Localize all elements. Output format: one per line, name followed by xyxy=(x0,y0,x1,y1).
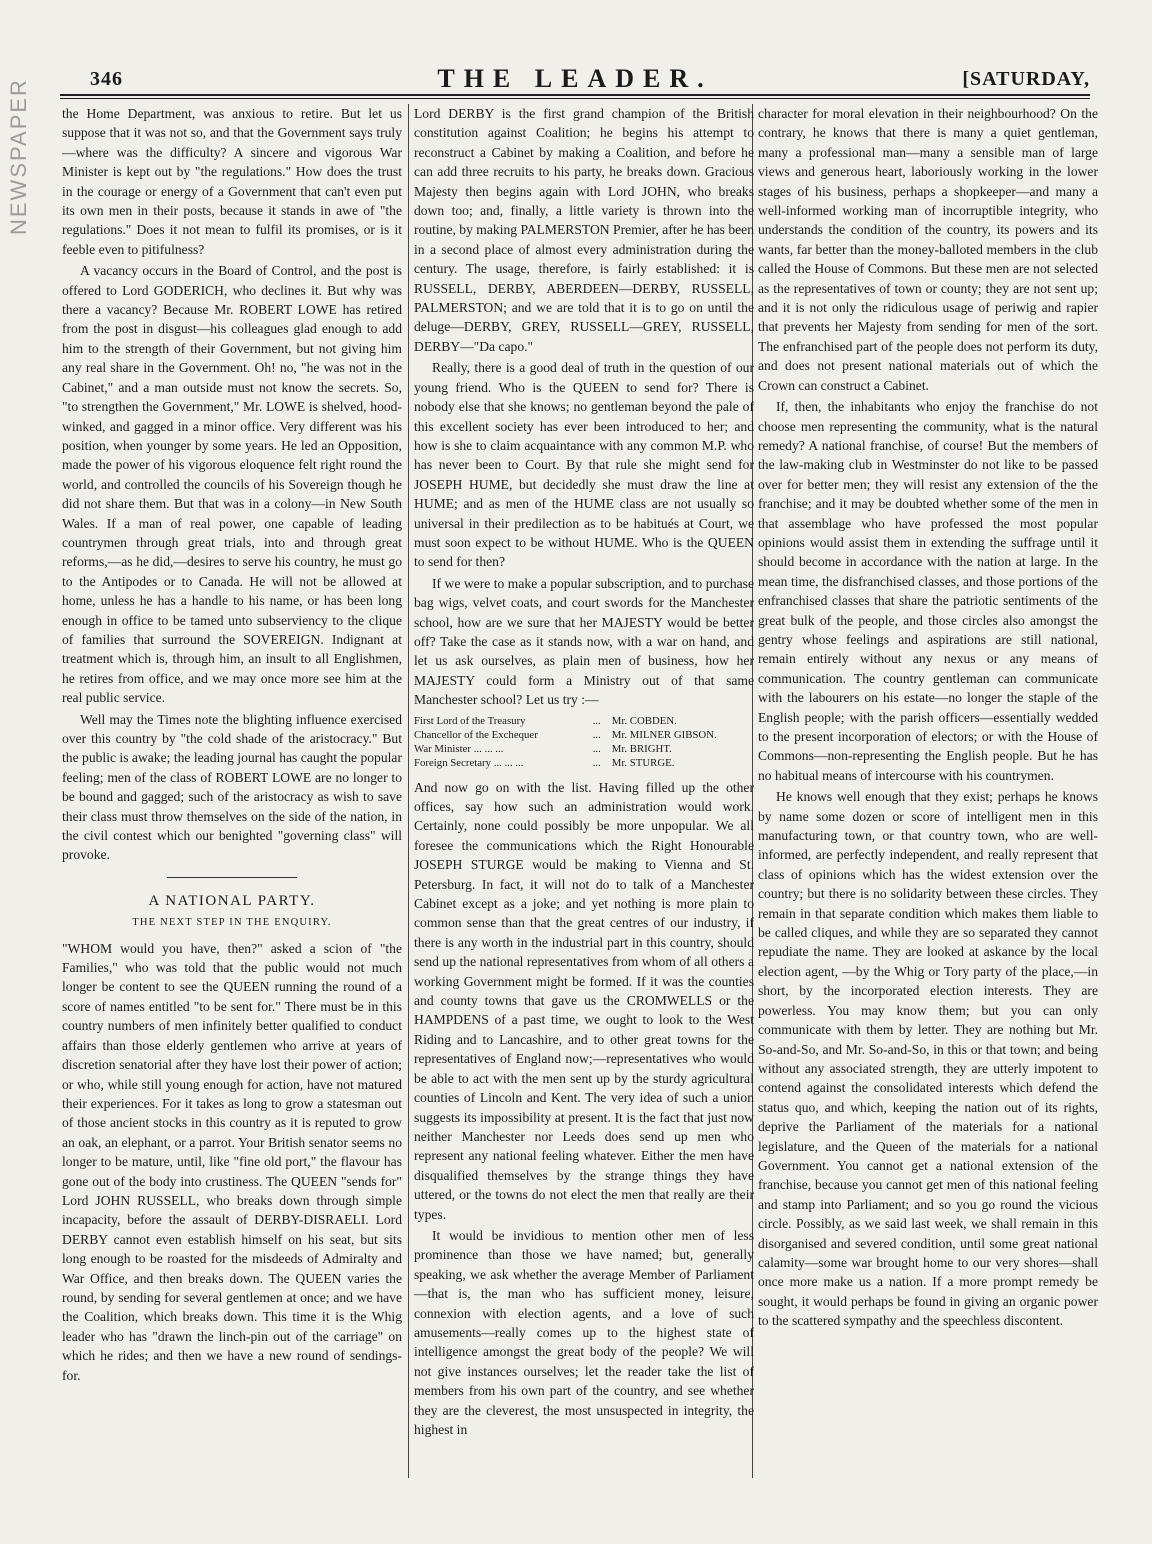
paragraph: Well may the Times note the blighting influence exercised over this country by "the cold shade of the aristocracy." But the public is awake; the leading journal has caught the popular feeling; men of the class of ROBERT LOWE are no longer to be bound and gagged; such of the aristocracy as wish to save their class must throw themselves on the side of the nation, in the civil contest which our benighted "governing class" will provoke. xyxy=(62,711,402,863)
masthead xyxy=(60,62,1090,96)
cabinet-office: First Lord of the Treasury xyxy=(414,714,526,727)
page-number: 346 xyxy=(90,68,123,90)
cabinet-member: Mr. MILNER GIBSON. xyxy=(611,728,717,741)
paragraph: the Home Department, was anxious to retire. But let us suppose that it was not so, and that the Government says truly—where was the difficulty? A sincere and vigorous War Minister is kept out by "the regulations." How does the trust in the courage or energy of a Government that can't even put its own men in their posts, because it stands in awe of "the regulations." Does it not mean to fulfil its promises, or is it feeble even to pitifulness? xyxy=(62,106,402,257)
column-1 xyxy=(62,104,402,1482)
column-divider xyxy=(408,104,409,1478)
paragraph: "WHOM would you have, then?" asked a scion of "the Families," who was told that the public would not much longer be content to see the QUEEN running the round of a score of names entitled "to be sent for." There must be in this country numbers of men infinitely better qualified to conduct affairs than those elderly gentlemen who arrive at years of discretion senatorial after they have lost their power of action; or who, while still young enough for action, have not matured their experiences. For it takes as long to grow a statesman out of those ancient stocks in this country as it is reputed to grow an oak, an elephant, or a parrot. Your British senator seems no longer to be mature, until, like "fine old port," the flavour has gone out of the body into crustiness. The QUEEN "sends for" Lord JOHN RUSSELL, who breaks down through simple incapacity, before the assault of DERBY-DISRAELI. Lord DERBY cannot even establish himself on his seat, but sits long enough to be roasted for the misdeeds of Admiralty and War Office, and then breaks down. The QUEEN varies the round, by sending for several gentlemen at once; and we have the Coalition, which breaks down. This time it is the Whig leader who has "drawn the linch-pin out of the carriage" on which he rides; and then we have a new round of sendings-for. xyxy=(62,940,402,1383)
cabinet-office: Foreign Secretary ... ... ... xyxy=(414,756,524,769)
cabinet-member: Mr. BRIGHT. xyxy=(611,742,672,755)
issue-day: [SATURDAY, xyxy=(962,68,1090,90)
cabinet-list xyxy=(414,714,754,770)
column-2 xyxy=(414,104,754,1482)
newspaper-stamp: NEWSPAPER xyxy=(6,78,31,236)
article-subheading: THE NEXT STEP IN THE ENQUIRY. xyxy=(132,917,332,929)
paragraph: character for moral elevation in their neighbourhood? On the contrary, he knows that there is many a quiet gentleman, many a professional man—many a sensible man of large views and generous heart, laboriously working in the lower stages of his business, perhaps a shopkeeper—and many a well-informed working man of incorruptible integrity, who understands the condition of the country, its powers and its wants, far better than the money-balloted members in the club called the House of Commons. But these men are not selected as the representatives of town or county; they are not sent up; and it is not only the ridiculous usage of periwig and rapier that prevents her Majesty from sending for men of the sort. The enfranchised part of the people does not perform its duty, and does not present national materials out of which the Crown can construct a Cabinet. xyxy=(758,106,1098,393)
paragraph: He knows well enough that they exist; perhaps he knows by name some dozen or score of intelligent men in this manufacturing town, or that country town, who are well-informed, are perfectly independent, and really represent that class of opinions which has the widest extension over the country; but there is no solidarity between these circles. They remain in that separate condition which makes them liable to be called cliques, and while they are so separated they cannot repudiate the name. They are looked at askance by the local election agent, —by the Whig or Tory party of the place,—in short, by the incorporated election interests. They are powerless. You may know them; but you can only communicate with them by letter. They are nothing but Mr. So-and-So, and Mr. So-and-So, in this or that town; and being without any associated strength, they are utterly impotent to contend against the consolidated interests which defend the status quo, and which, keeping the nation out of its rights, deprive the Parliament of the materials for a national legislature, and the Queen of the materials for a national Government. You cannot get a national extension of the franchise, because you cannot get men of this national feeling and stamp into Parliament; and so you go round the vicious circle. Possibly, as we said last week, we shall remain in this disorganised and severed condition, until some great national calamity—some war brought home to our very shores—shall once more make us a nation. If a more prompt remedy be sought, it would perhaps be found in giving an organic power to the scattered sympathy and the speechless discontent. xyxy=(758,789,1098,1329)
cabinet-member: Mr. COBDEN. xyxy=(611,714,677,727)
paragraph: It would be invidious to mention other men of less prominence than those we have named; but, generally speaking, we ask whether the average Member of Parliament —that is, the man who has sufficient money, leisure, connexion with election agents, and a love of such amusements—really comes up to the highest state of intelligence amongst the great body of the people? We will not give instances ourselves; let the reader take the list of members from his own part of the country, and see whether they are the cleverest, the most unsuspected in integrity, the highest in xyxy=(414,1227,754,1437)
paragraph: If we were to make a popular subscription, and to purchase bag wigs, velvet coats, and court swords for the Manchester school, how are we sure that her MAJESTY would be better off? Take the case as it stands now, with a war on hand, and let us ask ourselves, as plain men of business, how her MAJESTY could form a Ministry out of that same Manchester school? Let us try :— xyxy=(414,575,754,708)
paragraph: A vacancy occurs in the Board of Control, and the post is offered to Lord GODERICH, who declines it. But why was there a vacancy? Because Mr. ROBERT LOWE has retired from the post in disgust—his colleagues glad enough to add him to the strength of their Government, but not giving him any real share in the Government. Oh! no, "he was not in the Cabinet," and a man outside must not know the secrets. So, "to strengthen the Government," Mr. LOWE is shelved, hood-winked, and gagged in a minor office. Very different was his position, when younger by some years. He led an Opposition, made the power of his vigorous eloquence felt right round the world, and controlled the councils of his Sovereign though he did not share them. But that was in a colony—in New South Wales. If a man of real power, one capable of leading countrymen through great trials, into and through great reforms,—as he did,—desires to serve his country, he must go to the Antipodes or to Canada. He will not be allowed at home, unless he has a handle to his name, or has been long enough in office to be tamed unto subserviency to the clique of families that surround the SOVEREIGN. Indignant at treatment which is, through him, an insult to all Englishmen, he retires from office, and we may once more see him at the real public service. xyxy=(62,263,402,706)
cabinet-office: War Minister ... ... ... xyxy=(414,742,504,755)
cabinet-office: Chancellor of the Exchequer xyxy=(414,728,538,741)
cabinet-row xyxy=(414,714,754,728)
header-rule-thin xyxy=(60,98,1090,99)
paragraph: If, then, the inhabitants who enjoy the franchise do not choose men representing the community, what is the natural remedy? A national franchise, of course! But the members of the law-making club in Westminster do not like to be passed over for better men; they will resist any extension of the the franchise; and it may be doubted whether some of the men in that assemblage who have professed the most popular opinions would assist them in extending the suffrage until it should become in accordance with the nation at large. In the mean time, the disfranchised classes, and those portions of the enfranchised classes that share the patriotic sentiments of the great bulk of the people, and those circles also amongst the gentry whose feelings and aspirations are still national, remain entirely without any nexus or any means of communication. The country gentleman can communicate with the labourers on his estate—no longer the staple of the English people; with the parish officers—essentially wedded to the present incorporation of electors; or with the House of Commons—non-representing the English people. But he has no habitual means of intercourse with his countrymen. xyxy=(758,399,1098,783)
paragraph: Lord DERBY is the first grand champion of the British constitution against Coalition; he begins his attempt to reconstruct a Cabinet by making a Coalition, and before he can add three recruits to his party, he breaks down. Gracious Majesty then begins again with Lord JOHN, who breaks down too; and, finally, a little variety is thrown into the routine, by making PALMERSTON Premier, after he has been in a second place of almost every administration during the century. The usage, therefore, is fairly established: it is RUSSELL, DERBY, ABERDEEN—DERBY, RUSSELL, PALMERSTON; and we are told that it is to go on until the deluge—DERBY, GREY, RUSSELL—GREY, RUSSELL, DERBY—"Da capo." xyxy=(414,106,754,354)
paragraph: And now go on with the list. Having filled up the other offices, say how such an administration would work. Certainly, none could possibly be more unpopular. We all foresee the communications which the Right Honourable JOSEPH STURGE would be making to Vienna and St. Petersburg. In fact, it will not do to talk of a Manchester Cabinet except as a joke; and yet nothing is more plain to common sense than that the great centres of our industry, if there is any worth in the industrial part in this country, should send up the national representatives from whom of all others a working Government might be formed. If it was the counties and county towns that gave us the CROMWELLS or the HAMPDENS of a past time, we ought to look to the West Riding and to Lancashire, and to other great towns for the representatives of England now;—representatives who would be able to act with the men sent up by the sturdy agricultural counties of Lincoln and Kent. The very idea of such a union suggests its impossibility at present. It is the fact that just now neither Manchester nor Leeds does send up men who represent any national feeling whatever. Either the men have disqualified themselves by the strange things they have uttered, or the towns do not elect the men that really are their types. xyxy=(414,779,754,1222)
leader-dots: ... xyxy=(592,756,601,769)
section-divider xyxy=(167,877,297,878)
paragraph: Really, there is a good deal of truth in the question of our young friend. Who is the QUEEN to send for? There is nobody else that she knows; no gentleman beyond the pale of this excellent society has ever been introduced to her; and how is she to claim acquaintance with any common M.P. who has never been to Court. By that rule she might send for JOSEPH HUME, but decidedly she must draw the line at HUME; and as men of the HUME class are not usually so universal in their predilection as to be habitués at Court, we must soon expect to be without HUME. Who is the QUEEN to send for then? xyxy=(414,360,754,570)
cabinet-row xyxy=(414,728,754,742)
leader-dots: ... xyxy=(592,728,601,741)
header-rule xyxy=(60,94,1090,96)
paper-title: THE LEADER. xyxy=(437,64,713,93)
article-heading: A NATIONAL PARTY. xyxy=(148,892,316,909)
cabinet-row xyxy=(414,756,754,770)
cabinet-row xyxy=(414,742,754,756)
column-3 xyxy=(758,104,1098,1482)
cabinet-member: Mr. STURGE. xyxy=(611,756,675,769)
leader-dots: ... xyxy=(592,714,601,727)
leader-dots: ... xyxy=(592,742,601,755)
